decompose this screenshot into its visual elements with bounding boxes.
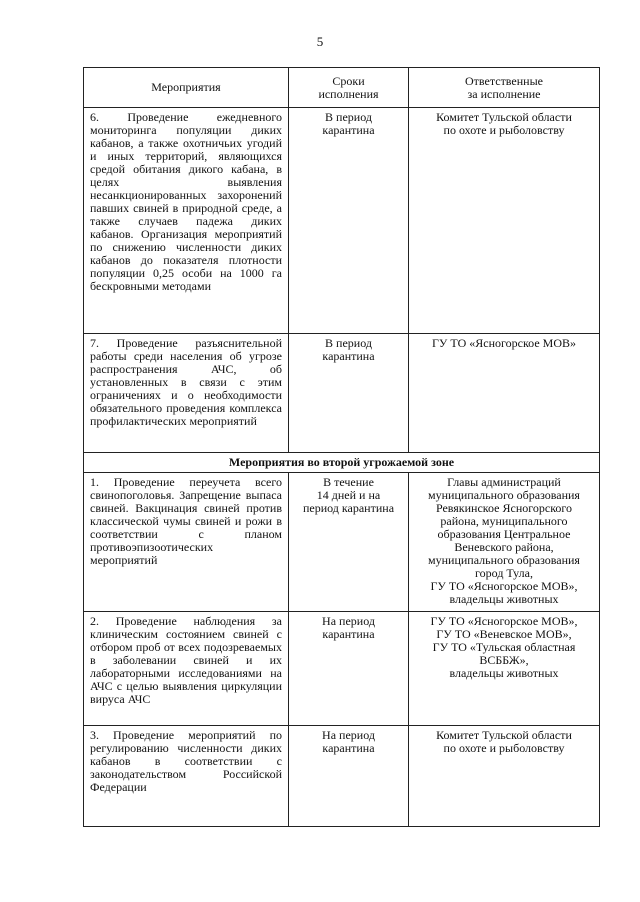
table-row	[84, 473, 600, 612]
activity-cell: 1. Проведение переучета всего свинопоголовья. Запрещение выпаса свиней. Вакцинация свиней против классической чумы свиней и рожи в соответствии с планом противоэпизоотических мероприятий	[84, 473, 289, 612]
responsible-cell: ГУ ТО «Ясногорское МОВ», ГУ ТО «Веневское МОВ», ГУ ТО «Тульская областная ВСББЖ», владельцы животных	[409, 612, 600, 726]
responsible-cell: ГУ ТО «Ясногорское МОВ»	[409, 334, 600, 453]
table-row	[84, 612, 600, 726]
zone-header: Мероприятия во второй угрожаемой зоне	[84, 453, 600, 473]
header-activity: Мероприятия	[84, 68, 289, 108]
header-responsible: Ответственные за исполнение	[409, 68, 600, 108]
zone-header-row	[84, 453, 600, 473]
timing-cell: На период карантина	[289, 612, 409, 726]
table-row	[84, 334, 600, 453]
responsible-cell: Комитет Тульской области по охоте и рыболовству	[409, 726, 600, 827]
responsible-cell: Главы администраций муниципального образования Ревякинское Ясногорского района, муниципального образования Центральное Веневского района, муниципального образования город Тула, ГУ ТО «Ясногорское МОВ», владельцы животных	[409, 473, 600, 612]
page-number: 5	[316, 34, 324, 49]
activity-cell: 3. Проведение мероприятий по регулированию численности диких кабанов в соответствии с законодательством Российской Федерации	[84, 726, 289, 827]
activity-cell: 6. Проведение ежедневного мониторинга популяции диких кабанов, а также охотничьих угодий и иных территорий, являющихся средой обитания дикого кабана, в целях выявления несанкционированных захоронений павших свиней в природной среде, а также случаев падежа диких кабанов. Организация мероприятий по снижению численности диких кабанов до показателя плотности популяции 0,25 особи на 1000 га бескровными методами	[84, 108, 289, 334]
table-row	[84, 726, 600, 827]
table-header-row	[84, 68, 600, 108]
timing-cell: В период карантина	[289, 334, 409, 453]
timing-cell: В течение 14 дней и на период карантина	[289, 473, 409, 612]
table-row	[84, 108, 600, 334]
measures-table	[83, 67, 600, 827]
header-timing: Сроки исполнения	[289, 68, 409, 108]
timing-cell: В период карантина	[289, 108, 409, 334]
timing-cell: На период карантина	[289, 726, 409, 827]
responsible-cell: Комитет Тульской области по охоте и рыболовству	[409, 108, 600, 334]
activity-cell: 2. Проведение наблюдения за клиническим состоянием свиней с отбором проб от всех подозреваемых в заболевании свиней и их лабораторными исследованиями на АЧС с целью выявления циркуляции вируса АЧС	[84, 612, 289, 726]
activity-cell: 7. Проведение разъяснительной работы среди населения об угрозе распространения АЧС, об установленных в связи с этим ограничениях и о необходимости обязательного проведения комплекса профилактических мероприятий	[84, 334, 289, 453]
